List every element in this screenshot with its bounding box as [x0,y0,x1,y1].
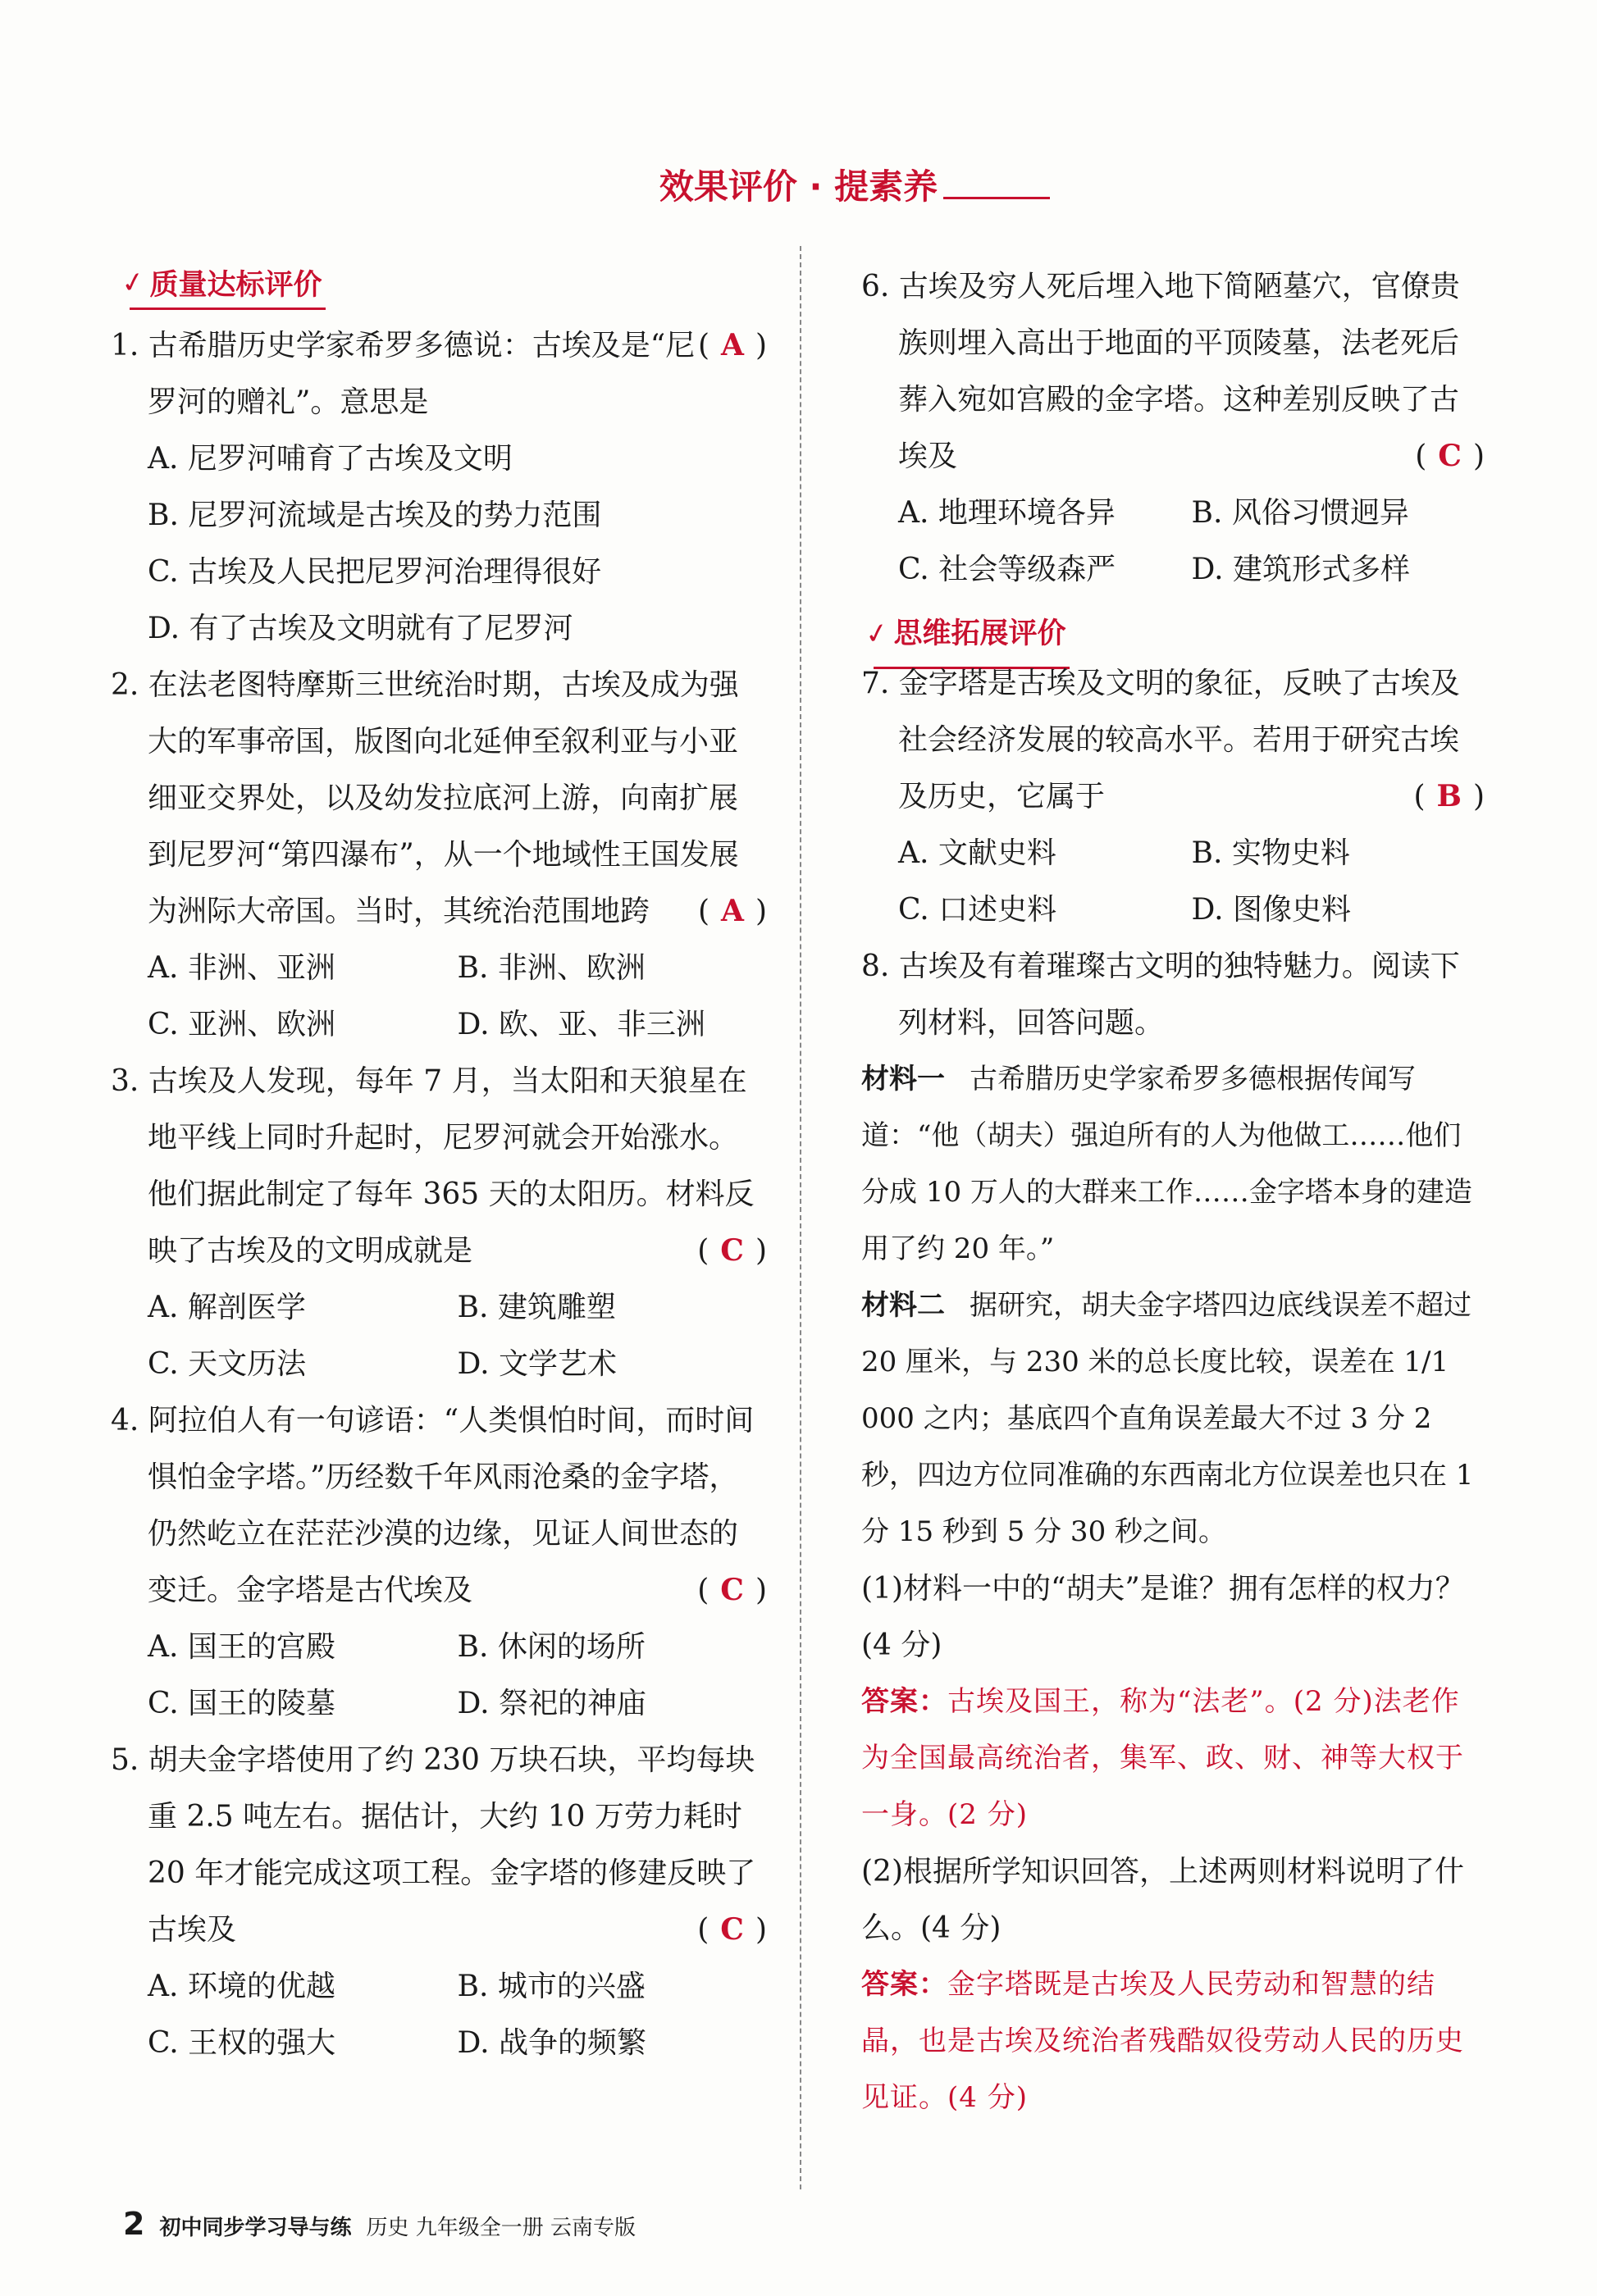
question-1: ( A ) 1. 古希腊历史学家希罗多德说：古埃及是“尼罗河的赠礼”。意思是 A. 尼罗河哺育了古埃及文明 B. 尼罗河流域是古埃及的势力范围 C. 古埃及人民把尼罗河治理得很好 D. 有了古埃及文明就有了尼罗河 [111,317,767,657]
option[interactable]: A. 国王的宫殿 [148,1630,335,1664]
answer-bracket: ( C ) [1415,439,1485,473]
option[interactable]: B. 建筑雕塑 [457,1291,616,1324]
option[interactable]: D. 图像史料 [1191,893,1351,927]
option[interactable]: A. 非洲、亚洲 [148,951,335,985]
option[interactable]: C. 亚洲、欧洲 [148,1008,336,1041]
question-6: 6. 古埃及穷人死后埋入地下简陋墓穴，官僚贵族则埋入高出于地面的平顶陵墓，法老死后葬入宛如宫殿的金字塔。这种差别反映了古埃及 ( C ) A. 地理环境各异 B. 风俗习惯迥异 C. 社会等级森严 D. 建筑形式多样 [861,258,1485,598]
option[interactable]: B. 非洲、欧洲 [457,951,646,985]
option[interactable]: B. 风俗习惯迥异 [1191,496,1409,530]
material-2: 材料二 据研究，胡夫金字塔四边底线误差不超过 20 厘米，与 230 米的总长度比较，误差在 1/1 000 之内；基底四个直角误差最大不过 3 分 2 秒，四边方位同准确的东西南北方位误差也只在 1 分 15 秒到 5 分 30 秒之间。 [861,1289,1474,1548]
title-underline [943,197,1050,199]
answer-bracket: ( C ) [697,1233,767,1268]
question-2: 2. 在法老图特摩斯三世统治时期，古埃及成为强大的军事帝国，版图向北延伸至叙利亚与小亚细亚交界处，以及幼发拉底河上游，向南扩展到尼罗河“第四瀑布”，从一个地域性王国发展为洲际大帝国。当时，其统治范围地跨 ( A ) A. 非洲、亚洲 B. 非洲、欧洲 C. 亚洲、欧洲 D. 欧、亚、非三洲 [111,657,767,1053]
option[interactable]: A. 文献史料 [898,836,1056,870]
option[interactable]: A. 尼罗河哺育了古埃及文明 [148,442,513,476]
option[interactable]: A. 环境的优越 [148,1970,335,2003]
option[interactable]: B. 城市的兴盛 [457,1970,646,2003]
option[interactable]: A. 解剖医学 [148,1291,306,1324]
option[interactable]: D. 建筑形式多样 [1191,553,1410,586]
question-3: 3. 古埃及人发现，每年 7 月，当太阳和天狼星在地平线上同时升起时，尼罗河就会开始涨水。他们据此制定了每年 365 天的太阳历。材料反映了古埃及的文明成就是 ( C ) A. 解剖医学 B. 建筑雕塑 C. 天文历法 D. 文学艺术 [111,1053,767,1392]
book-title: 初中同步学习导与练 [159,2216,352,2240]
question-7: 7. 金字塔是古埃及文明的象征，反映了古埃及社会经济发展的较高水平。若用于研究古埃及历史，它属于 ( B ) A. 文献史料 B. 实物史料 C. 口述史料 D. 图像史料 [861,655,1485,938]
option[interactable]: B. 尼罗河流域是古埃及的势力范围 [148,499,602,532]
section-thinking: ✓ 思维拓展评价 [865,606,1066,663]
option[interactable]: C. 王权的强大 [148,2026,336,2060]
option[interactable]: C. 古埃及人民把尼罗河治理得很好 [148,555,602,589]
option[interactable]: A. 地理环境各异 [898,496,1116,530]
column-divider [800,246,801,2189]
option[interactable]: D. 战争的频繁 [457,2026,646,2060]
option[interactable]: B. 休闲的场所 [457,1630,646,1664]
book-info: 历史 九年级全一册 云南专版 [366,2216,636,2240]
option[interactable]: C. 国王的陵墓 [148,1687,336,1720]
left-column [111,317,767,2071]
answer-2: 答案：金字塔既是古埃及人民劳动和智慧的结晶，也是古埃及统治者残酷奴役劳动人民的历史见证。(4 分) [861,1968,1464,2114]
right-column [861,258,1485,2126]
answer-bracket: ( A ) [697,894,767,928]
sub-question-2: (2)根据所学知识回答，上述两则材料说明了什么。(4 分) [861,1855,1464,1945]
material-1: 材料一 古希腊历史学家希罗多德根据传闻写道：“他（胡夫）强迫所有的人为他做工……他们分成 10 万人的大群来工作……金字塔本身的建造用了约 20 年。” [861,1063,1472,1265]
answer-bracket: ( A ) [697,328,767,362]
option[interactable]: C. 口述史料 [898,893,1057,927]
option[interactable]: C. 天文历法 [148,1347,307,1381]
option[interactable]: D. 有了古埃及文明就有了尼罗河 [148,612,573,645]
answer-bracket: ( C ) [697,1573,767,1607]
question-4: 4. 阿拉伯人有一句谚语：“人类惧怕时间，而时间惧怕金字塔。”历经数千年风雨沧桑的金字塔，仍然屹立在茫茫沙漠的边缘，见证人间世态的变迁。金字塔是古代埃及 ( C ) A. 国王的宫殿 B. 休闲的场所 C. 国王的陵墓 D. 祭祀的神庙 [111,1392,767,1732]
question-8: 8. 古埃及有着璀璨古文明的独特魅力。阅读下列材料，回答问题。 材料一 古希腊历史学家希罗多德根据传闻写道：“他（胡夫）强迫所有的人为他做工……他们分成 10 万人的大群来工作……金字塔本身的建造用了约 20 年。” 材料二 据研究，胡夫金字塔四边底线误差不超过 20 厘米，与 230 米的总长度比较，误差在 1/1 000 之内；基底四个直角误差最大不过 3 分 2 秒，四边方位同准确的东西南北方位误差也只在 1 分 15 秒到 5 分 30 秒之间。 (1)材料一中的“胡夫”是谁？拥有怎样的权力？(4 分) 答案：古埃及国王，称为“法老”。(2 分)法老作为全国最高统治者，集军、政、财、神等大权于一身。(2 分) (2)根据所学知识回答，上述两则材料说明了什么。(4 分) 答案：金字塔既是古埃及人民劳动和智慧的结晶，也是古埃及统治者残酷奴役劳动人民的历史见证。(4 分) [861,938,1485,2126]
option[interactable]: D. 欧、亚、非三洲 [457,1008,705,1041]
question-5: 5. 胡夫金字塔使用了约 230 万块石块，平均每块重 2.5 吨左右。据估计，大约 10 万劳力耗时 20 年才能完成这项工程。金字塔的修建反映了古埃及 ( C ) A. 环境的优越 B. 城市的兴盛 C. 王权的强大 D. 战争的频繁 [111,1732,767,2071]
page-number: 2 [123,2206,145,2242]
checkmark-icon: ✓ [862,615,892,653]
page-title: 效果评价 · 提素养 [659,166,938,207]
answer-1: 答案：古埃及国王，称为“法老”。(2 分)法老作为全国最高统治者，集军、政、财、神等大权于一身。(2 分) [861,1685,1464,1831]
checkmark-icon: ✓ [118,264,148,302]
answer-bracket: ( C ) [697,1912,767,1947]
option[interactable]: D. 文学艺术 [457,1347,617,1381]
section-thinking-row [861,598,1485,655]
sub-question-1: (1)材料一中的“胡夫”是谁？拥有怎样的权力？(4 分) [861,1572,1465,1662]
page-footer [123,2206,636,2242]
option[interactable]: D. 祭祀的神庙 [457,1687,646,1720]
answer-bracket: ( B ) [1413,779,1485,813]
section-quality: ✓ 质量达标评价 [121,262,322,303]
option[interactable]: C. 社会等级森严 [898,553,1116,586]
option[interactable]: B. 实物史料 [1191,836,1350,870]
